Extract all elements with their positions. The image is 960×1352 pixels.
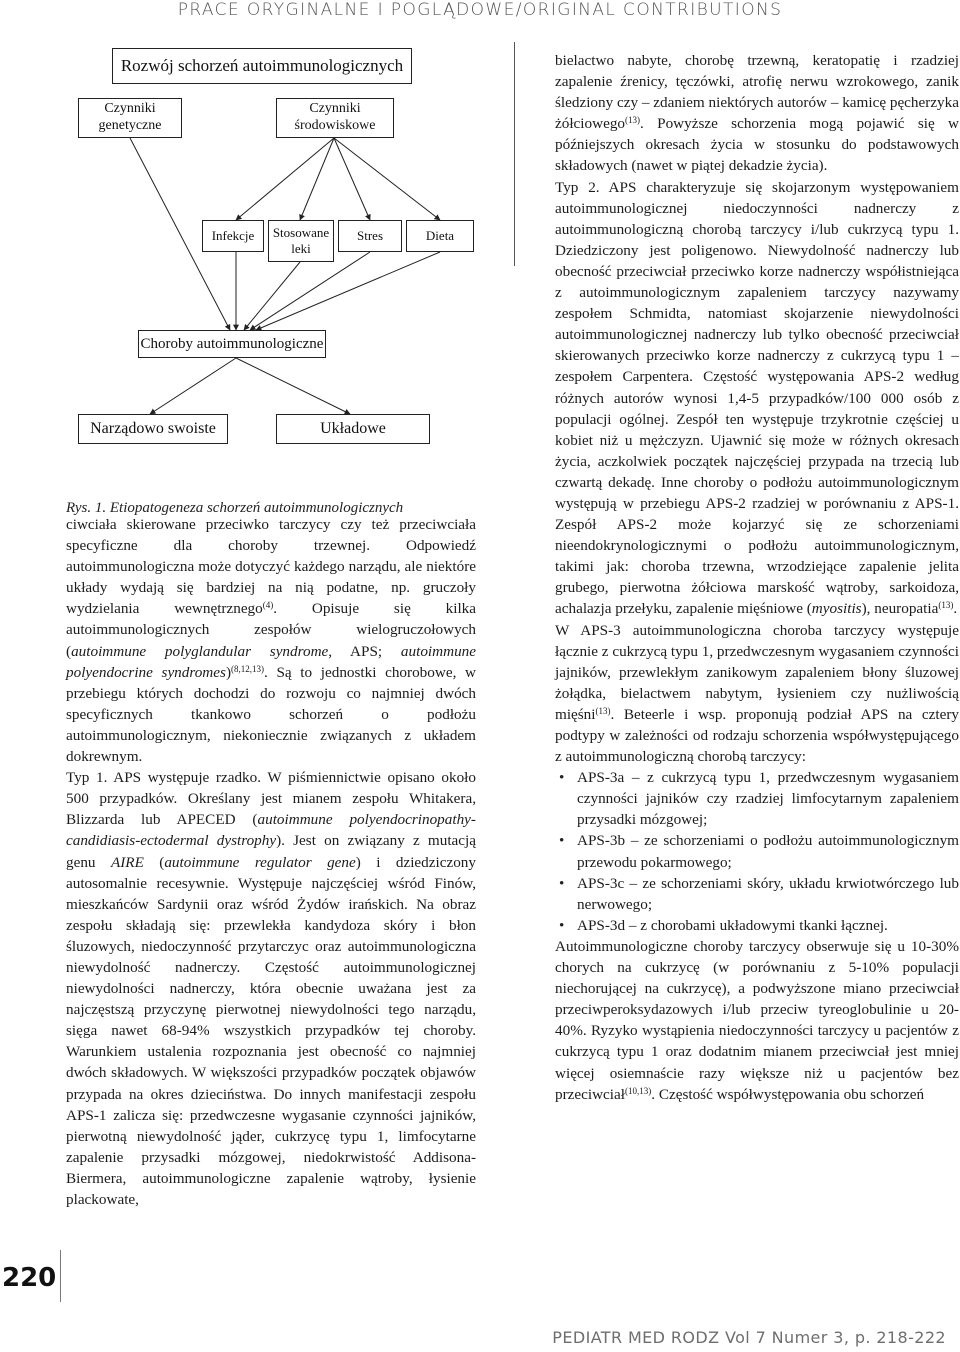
- connector-env-leki: [300, 138, 334, 220]
- left-column: [66, 514, 476, 1210]
- right-paragraph-3: W APS-3 autoimmunologiczna choroba tarczycy występuje łącznie z cukrzycą typu 1, przedwczesnym wygasaniem czynności jajników, przewlekłym zanikowym zapaleniem błony śluzowej żołądka, bielactwem nabytym, łysieniem czy nużliwością mięśni$^{(13)}$. Beteerle i wsp. proponują podział APS na cztery podtypy w zależności od rodzaju schorzenia współwystępującego z autoimmunologiczną chorobą tarczycy:: [555, 621, 959, 766]
- left-paragraph-1: ciwciała skierowane przeciwko tarczycy czy też przeciwciała specyficzne dla choroby trzewnej. Odpowiedź autoimmunologiczna może dotyczyć każdego narządu, ale niektóre układy wydają się bardziej na nią podatne, np. gruczoły wydzielania wewnętrznego$^{(4)}$. Opisuje się kilka autoimmunologicznych zespołów wielogruczołowych (autoimmune polyglandular syndrome, APS; autoimmune polyendocrine syndromes)$^{(8,12,13)}$. Są to jednostki chorobowe, w przebiegu których dochodzi do rozwoju co najmniej dwóch specyficznych tkankowo schorzeń o podłożu autoimmunologicznym, niekoniecznie związanych z układem dokrewnym.: [66, 516, 476, 766]
- box-infections: Infekcje: [202, 220, 264, 252]
- connector-env-stres: [334, 138, 370, 220]
- box-organ-specific: Narządowo swoiste: [78, 414, 228, 444]
- running-head: PRACE ORYGINALNE I POGLĄDOWE/ORIGINAL CONTRIBUTIONS: [177, 0, 783, 20]
- connector-env-infekcje: [236, 138, 334, 220]
- box-diet: Dieta: [406, 220, 474, 252]
- connector-leki-diseases: [244, 262, 300, 330]
- box-genetic-factors: Czynniki genetyczne: [78, 98, 182, 138]
- list-item: • APS-3b – ze schorzeniami o podłożu autoimmunologicznym przewodu pokarmowego;: [555, 830, 959, 872]
- right-paragraph-4: Autoimmunologiczne choroby tarczycy obserwuje się u 10-30% chorych na cukrzycę (w porównaniu z 5-10% populacji niechorującej na cukrzycę), a podwyższone miano przeciwciał przeciwperoksydazowych i/lub przeciw tyreoglobulinie u 20-40%. Ryzyko wystąpienia niedoczynności tarczycy u pacjentów z cukrzycą typu 1 oraz dodatnim mianem przeciwciał jest mniej więcej osiemnaście razy większe niż u pacjentów bez przeciwciał$^{(10,13)}$. Częstość współwystępowania obu schorzeń: [555, 937, 959, 1103]
- right-paragraph-1: bielactwo nabyte, chorobę trzewną, keratopatię i rzadziej zapalenie źrenicy, tęczówki, atrofię nerwu wzrokowego, zanik śledziony czy – zdaniem niektórych autorów – kamicę pęcherzyka żółciowego$^{(13)}$. Powyższe schorzenia mogą pojawić się w późniejszych okresach życia w stosunku do podstawowych składowych (nawet w piątej dekadzie życia).: [555, 52, 959, 175]
- box-autoimmune-diseases: Choroby autoimmunologiczne: [138, 330, 326, 358]
- connector-dieta-diseases: [256, 252, 440, 330]
- connector-diseases-organ: [150, 358, 236, 414]
- column-rule: [514, 42, 515, 266]
- aps3-subtype-list: [555, 767, 959, 936]
- connector-diseases-systemic: [236, 358, 350, 414]
- right-paragraph-2: Typ 2. APS charakteryzuje się skojarzonym występowaniem autoimmunologicznej niedoczynności nadnerczy z autoimmunologiczną chorobą tarczycy i/lub cukrzycą typu 1. Dziedziczony jest poligenowo. Niewydolność nadnerczy lub obecność przeciwciał przeciwko korze nadnerczy współistniejąca z autoimmunologicznym zapaleniem tarczycy nazywamy zespołem Schmidta, natomiast skojarzenie niewydolności autoimmunologicznej nadnerczy lub tylko obecność przeciwciał skierowanych przeciwko korze nadnerczy z cukrzycą typu 1 – zespołem Carpentera. Częstość występowania APS-2 według różnych autorów wynosi 1,4-5 przypadków/100 000 osób z populacji ogólnej. Zespół ten występuje trzykrotnie częściej u kobiet niż u mężczyzn. Ujawnić się może w różnych okresach życia, aczkolwiek początek najczęściej przypada na trzecią lub czwartą dekadę. Inne choroby o podłożu autoimmunologicznym występują w przebiegu APS-2 rzadziej w porównaniu z APS-1. Zespół APS-2 może kojarzyć się ze schorzeniami nieendokrynologicznymi o podłożu autoimmunologicznym, takimi jak: choroba trzewna, wrzodziejące zapalenie jelita grubego, pierwotna żółciowa marskość wątroby, sarkoidoza, achalazja przełyku, zapalenie mięśniowe (myositis), neuropatia$^{(13)}$.: [555, 178, 959, 618]
- figure-diagram: [0, 0, 520, 490]
- connector-stres-diseases: [250, 252, 370, 330]
- box-drugs: Stosowane leki: [268, 220, 334, 262]
- box-systemic: Układowe: [276, 414, 430, 444]
- left-paragraph-2: Typ 1. APS występuje rzadko. W piśmiennictwie opisano około 500 przypadków. Określany jest mianem zespołu Whitakera, Blizzarda lub APECED (autoimmune polyendocrinopathy-candidiasis-ectodermal dystrophy). Jest on związany z mutacją genu AIRE (autoimmune regulator gene) i dziedziczony autosomalnie recesywnie. Występuje najczęściej wśród Finów, mieszkańców Sardynii oraz wśród Żydów irańskich. Na obraz zespołu składają się: przewlekła kandydoza skóry i błon śluzowych, niedoczynność przytarczyc oraz autoimmunologiczna niewydolność nadnerczy. Częstość autoimmunologicznej niewydolności nadnerczy, która obecnie uważana jest za najczęstszą przyczynę pierwotnej niewydolności tego narządu, sięga nawet 68-94% wszystkich przypadków tej choroby. Warunkiem ustalenia rozpoznania jest obecność co najmniej dwóch składowych. W większości przypadków początek objawów przypada na okres dzieciństwa. Do innych manifestacji zespołu APS-1 zalicza się: przedwczesne wygasanie czynności jajników, pierwotną niewydolność jąder, cukrzycę typu 1, limfocytarne zapalenie przysadki mózgowej, niedokrwistość Addisona-Biermera, autoimmunologiczne zapalenie wątroby, łysienie plackowate,: [66, 769, 476, 1208]
- diagram-title-box: Rozwój schorzeń autoimmunologicznych: [112, 48, 412, 84]
- figure-caption: Rys. 1. Etiopatogeneza schorzeń autoimmunologicznych: [66, 500, 404, 516]
- list-item: • APS-3a – z cukrzycą typu 1, przedwczesnym wygasaniem czynności jajników czy rzadziej limfocytarnym zapaleniem przysadki mózgowej;: [555, 767, 959, 830]
- box-stress: Stres: [338, 220, 402, 252]
- page-number-rule: [60, 1250, 61, 1302]
- right-column: [555, 50, 959, 1105]
- list-item: • APS-3c – ze schorzeniami skóry, układu krwiotwórczego lub nerwowego;: [555, 873, 959, 915]
- list-item: • APS-3d – z chorobami układowymi tkanki łącznej.: [555, 915, 959, 936]
- journal-footer: PEDIATR MED RODZ Vol 7 Numer 3, p. 218-222: [552, 1328, 946, 1347]
- box-environmental-factors: Czynniki środowiskowe: [276, 98, 394, 138]
- page-number: 220: [2, 1263, 57, 1293]
- connector-env-dieta: [334, 138, 440, 220]
